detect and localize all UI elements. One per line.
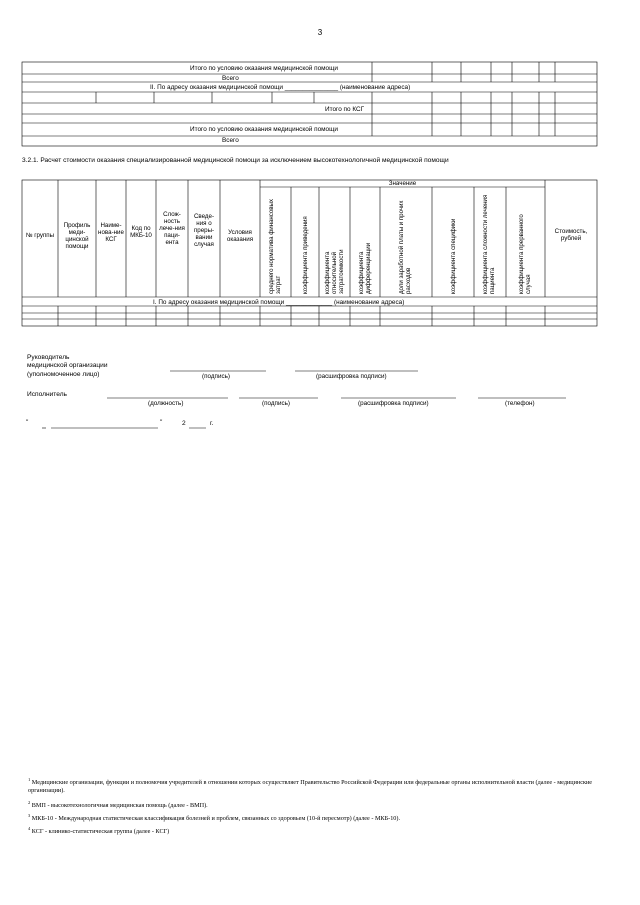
header-interrupted: Сведе-ния о преры-вании случая [193, 213, 215, 248]
head-sign-caption: (подпись) [202, 373, 230, 380]
head-decode-caption: (расшифровка подписи) [316, 373, 387, 380]
header-mkb-code: Код по МКБ-10 [130, 225, 152, 239]
head-label-line3: (уполномоченное лицо) [27, 371, 100, 378]
top-row-address: II. По адресу оказания медицинской помощи _______________ (наименование адреса) [150, 84, 411, 91]
exec-phone-caption: (телефон) [505, 400, 535, 407]
top-row-subtotal-condition-2: Итого по условию оказания медицинской помощи [190, 126, 338, 133]
date-line [26, 421, 188, 429]
footnote-1: $^1$ Медицинские организации, функции и полномочия учредителей в отношении которых осуществляет Правительство Российской Федерации или федеральные органы исполнительной власти (далее - медицинские организации). [28, 777, 593, 795]
header-profile: Профиль меди-цинской помощи [63, 222, 91, 250]
page-number: 3 [317, 28, 323, 37]
section-heading: 3.2.1. Расчет стоимости оказания специализированной медицинской помощи за исключением высокотехнологичной медицинской помощи [22, 157, 449, 164]
header-conditions: Условия оказания [226, 229, 254, 243]
exec-decode-caption: (расшифровка подписи) [358, 400, 429, 407]
top-row-total: Всего [222, 75, 239, 82]
footnote-3: $^3$ МКБ-10 - Международная статистическая классификация болезней и проблем, связанных со здоровьем (10-й пересмотр) (далее - МКБ-10). [28, 813, 400, 823]
exec-sign-caption: (подпись) [262, 400, 290, 407]
date-year-prefix: 2 [182, 420, 186, 427]
vheader-salary-share: доли заработной платы и прочих расходов [398, 200, 412, 294]
date-year-suffix: г. [210, 420, 214, 427]
head-label-line1: Руководитель [27, 354, 70, 361]
header-ksg-name: Наиме-нова-ние КСГ [98, 222, 124, 243]
exec-position-caption: (должность) [148, 400, 184, 407]
executor-label: Исполнитель [27, 391, 67, 398]
header-value-group: Значение [388, 180, 417, 187]
date-quote-close: " [160, 419, 163, 426]
head-label-line2: медицинской организации [27, 362, 108, 369]
vheader-relative-cost-coef: коэффициента относительной затратоемкости [324, 249, 345, 294]
header-cost: Стоимость, рублей [554, 228, 588, 242]
vheader-specificity-coef: коэффициента специфики [450, 218, 457, 294]
date-quote-open: " [26, 419, 29, 426]
top-row-subtotal-ksg: Итого по КСГ [325, 106, 365, 113]
main-row-address: I. По адресу оказания медицинской помощи _____________ (наименование адреса) [153, 299, 405, 306]
header-complexity: Слож-ность лече-ния паци-ента [159, 211, 185, 246]
vheader-avg-norm: среднего норматива финансовых затрат [268, 199, 282, 294]
top-row-total-2: Всего [222, 137, 239, 144]
vheader-complexity-coef: коэффициента сложности лечения пациента [482, 194, 496, 294]
header-group-no: № группы [25, 232, 55, 239]
vheader-reduction-coef: коэффициента приведения [302, 216, 309, 294]
vheader-differentiation-coef: коэффициента дифференциации [358, 242, 372, 294]
vheader-interrupted-coef: коэффициента прерванного случая [518, 214, 532, 294]
top-row-subtotal-condition: Итого по условию оказания медицинской помощи [190, 65, 338, 72]
footnote-2: $^2$ ВМП - высокотехнологичная медицинская помощь (далее - ВМП). [28, 800, 208, 810]
footnote-4: $^4$ КСГ - клинико-статистическая группа (далее - КСГ) [28, 826, 170, 836]
